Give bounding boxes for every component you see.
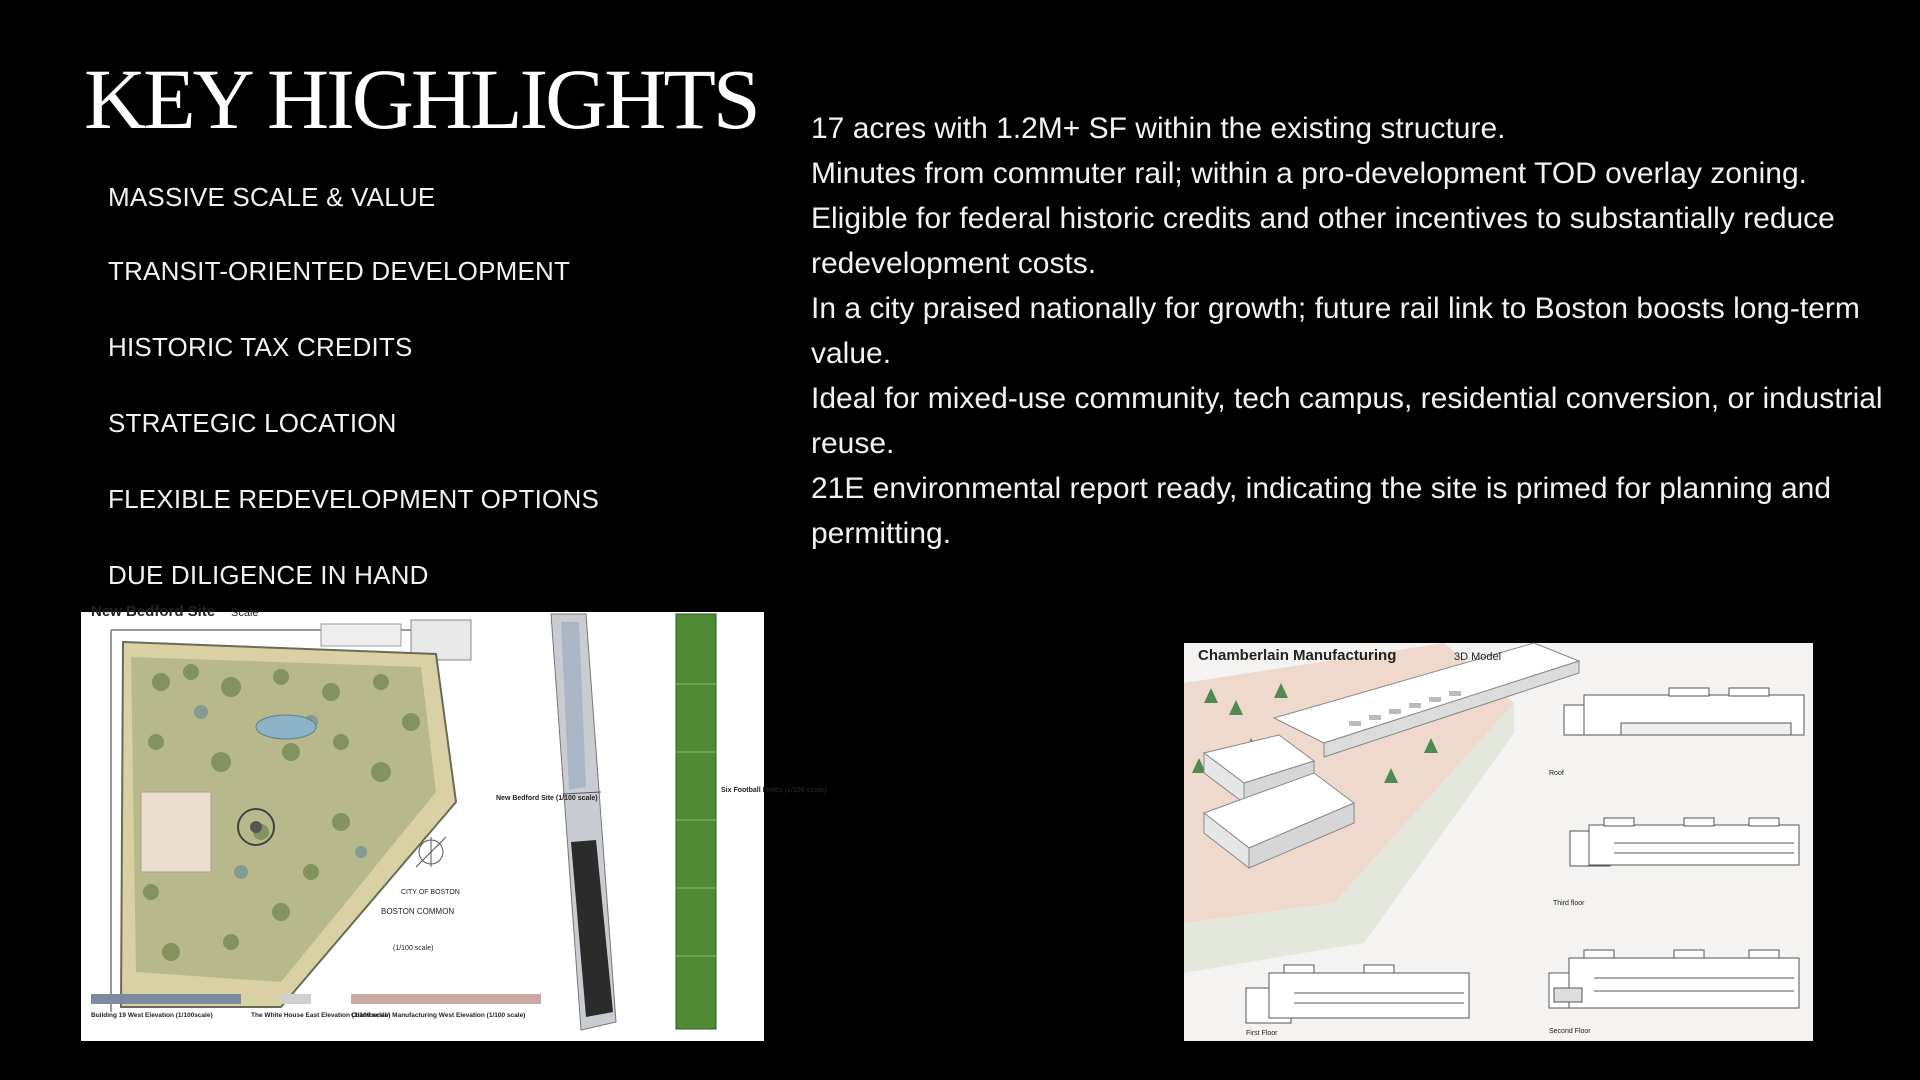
scale-image-heading: New Bedford Site bbox=[91, 603, 216, 620]
site-label: New Bedford Site (1/100 scale) bbox=[496, 795, 598, 802]
scale-image-heading-note: Scale bbox=[231, 607, 259, 619]
model-3d-image bbox=[1184, 643, 1813, 1041]
model-3d-drawing bbox=[1184, 643, 1813, 1041]
detail-paragraph: Ideal for mixed-use community, tech campus, residential conversion, or industrial reuse. bbox=[811, 382, 1883, 460]
details-text bbox=[811, 106, 1896, 556]
scale-comparison-drawing bbox=[81, 603, 827, 1041]
detail-paragraph: Minutes from commuter rail; within a pro-development TOD overlay zoning. bbox=[811, 157, 1807, 190]
detail-paragraph: 17 acres with 1.2M+ SF within the existing structure. bbox=[811, 112, 1506, 145]
second-floor-label: Second Floor bbox=[1549, 1028, 1591, 1035]
highlight-transit: TRANSIT-ORIENTED DEVELOPMENT bbox=[108, 256, 571, 286]
park-label-city: CITY OF BOSTON bbox=[401, 889, 460, 896]
fields-label: Six Football Fields (1/100 scale) bbox=[721, 787, 827, 794]
model-heading-note: 3D Model bbox=[1454, 651, 1502, 663]
scale-comparison-image bbox=[81, 603, 827, 1041]
highlight-redevelopment: FLEXIBLE REDEVELOPMENT OPTIONS bbox=[108, 484, 599, 514]
detail-paragraph: 21E environmental report ready, indicating the site is primed for planning and permitting. bbox=[811, 472, 1832, 550]
elevation-label-2: The White House East Elevation (1/100 scale) bbox=[251, 1012, 391, 1019]
park-scale-label: (1/100 scale) bbox=[393, 945, 434, 952]
elevation-label-1: Building 19 West Elevation (1/100scale) bbox=[91, 1012, 213, 1019]
roof-label: Roof bbox=[1549, 770, 1564, 777]
highlight-location: STRATEGIC LOCATION bbox=[108, 408, 397, 438]
detail-paragraph: In a city praised nationally for growth; future rail link to Boston boosts long-term value. bbox=[811, 292, 1860, 370]
first-floor-label: First Floor bbox=[1246, 1030, 1278, 1037]
third-floor-label: Third floor bbox=[1553, 900, 1585, 907]
highlight-due-diligence: DUE DILIGENCE IN HAND bbox=[108, 560, 429, 590]
park-label: BOSTON COMMON bbox=[381, 907, 455, 916]
highlight-scale: MASSIVE SCALE & VALUE bbox=[108, 182, 436, 212]
elevation-label-3: Chamberlain Manufacturing West Elevation (1/100 scale) bbox=[351, 1012, 526, 1019]
highlight-tax-credits: HISTORIC TAX CREDITS bbox=[108, 332, 413, 362]
model-heading: Chamberlain Manufacturing bbox=[1198, 647, 1397, 664]
detail-paragraph: Eligible for federal historic credits and other incentives to substantially reduce redevelopment costs. bbox=[811, 202, 1835, 280]
slide-title: KEY HIGHLIGHTS bbox=[84, 51, 758, 147]
